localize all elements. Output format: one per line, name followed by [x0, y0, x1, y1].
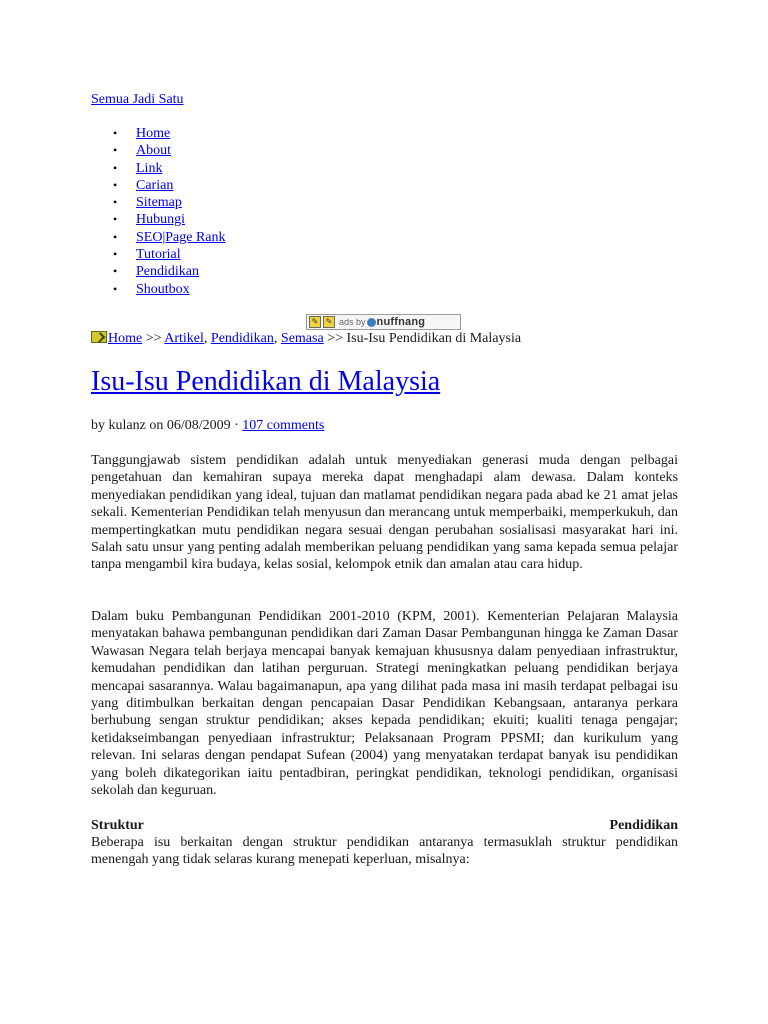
bullet-icon: • — [113, 229, 118, 244]
breadcrumb-comma: , — [273, 331, 281, 346]
nav-item-shoutbox — [91, 281, 226, 298]
bullet-icon: • — [113, 126, 118, 140]
ads-badge[interactable] — [306, 314, 461, 330]
section-heading — [91, 817, 678, 834]
breadcrumb-pendidikan-link[interactable]: Pendidikan — [210, 331, 274, 346]
breadcrumb-separator: >> — [323, 331, 347, 346]
section-heading-right: Pendidikan — [609, 818, 678, 833]
bullet-icon: • — [113, 281, 118, 296]
nav-link-seo-page-rank[interactable]: SEO|Page Rank — [136, 229, 226, 245]
ad-info-icon[interactable]: ✎ — [309, 316, 321, 328]
breadcrumb-semasa-link[interactable]: Semasa — [280, 331, 324, 346]
breadcrumb-comma: , — [203, 331, 211, 346]
nav-link-pendidikan[interactable]: Pendidikan — [136, 264, 199, 280]
ad-info-icon[interactable]: ✎ — [323, 316, 335, 328]
nav-item-link — [91, 160, 226, 177]
byline-text: by kulanz on 06/08/2009 · — [91, 418, 243, 433]
nav-link-link[interactable]: Link — [136, 160, 163, 176]
bullet-icon: • — [113, 195, 118, 210]
nav-item-about — [91, 142, 226, 159]
breadcrumb-home-link[interactable]: Home — [108, 331, 143, 346]
nav-item-seo — [91, 229, 226, 246]
article-paragraph: Beberapa isu berkaitan dengan struktur pendidikan antaranya termasuklah struktur pendidikan menengah yang tidak selaras kurang menepati keperluan, misalnya: — [91, 835, 678, 868]
nav-item-sitemap — [91, 194, 226, 211]
nuffnang-brand: nuffnang — [376, 316, 426, 328]
main-nav — [91, 125, 226, 298]
bullet-icon: • — [113, 143, 118, 158]
nav-link-about[interactable]: About — [136, 143, 171, 159]
breadcrumb-separator: >> — [142, 331, 165, 346]
bullet-icon: • — [113, 247, 118, 262]
nav-item-hubungi — [91, 211, 226, 228]
bullet-icon: • — [113, 160, 118, 175]
nav-item-home — [91, 125, 226, 142]
ads-by-label: ads by — [339, 317, 366, 327]
article-paragraph: Tanggungjawab sistem pendidikan adalah untuk menyediakan generasi muda dengan pelbagai pengetahuan dan kemahiran supaya mereka dapat menghadapi alam dewasa. Dalam konteks menyediakan pendidikan yang ideal, tujuan dan matlamat pendidikan negara pada abad ke 21 amat jelas sekali. Kementerian Pendidikan telah menyusun dan merancang untuk memperbaiki, memperkukuh, dan mempertingkatkan mutu pendidikan negara sesuai dengan perubahan sosialisasi masyarakat hari ini. Salah satu unsur yang penting adalah memberikan peluang pendidikan yang sama kepada semua pelajar tanpa mengambil kira budaya, kelas sosial, kelompok etnik dan amalan atau cara hidup. — [91, 453, 678, 573]
post-title-link[interactable]: Isu-Isu Pendidikan di Malaysia — [91, 366, 441, 397]
nuffnang-logo-icon — [367, 318, 376, 327]
nav-link-tutorial[interactable]: Tutorial — [136, 247, 181, 263]
nav-link-sitemap[interactable]: Sitemap — [136, 195, 182, 211]
section-heading-left: Struktur — [91, 818, 144, 833]
nav-item-tutorial — [91, 246, 226, 263]
post-byline — [91, 417, 324, 435]
nav-link-shoutbox[interactable]: Shoutbox — [136, 281, 190, 297]
breadcrumb — [91, 330, 521, 348]
nav-item-carian — [91, 177, 226, 194]
bullet-icon: • — [113, 212, 118, 227]
nav-link-hubungi[interactable]: Hubungi — [136, 212, 185, 228]
nav-link-home[interactable]: Home — [136, 126, 171, 141]
comments-link[interactable]: 107 comments — [242, 418, 325, 433]
article-paragraph: Dalam buku Pembangunan Pendidikan 2001-2010 (KPM, 2001). Kementerian Pelajaran Malaysia menyatakan bahawa pembangunan pendidikan dari Zaman Dasar Pembangunan hingga ke Zaman Dasar Wawasan Negara telah berjaya mencapai banyak kemajuan khususnya dalam penyediaan infrastruktur, kemudahan pendidikan dan latihan perguruan. Strategi meningkatkan peluang pendidikan berjaya mencapai sasarannya. Walau bagaimanapun, apa yang dilihat pada masa ini masih terdapat pelbagai isu yang ditimbulkan berkaitan dengan pencapaian Dasar Pendidikan Kebangsaan, antaranya perkara berhubung sengan struktur pendidikan; akses kepada pendidikan; ekuiti; kualiti tenaga pengajar; ketidakseimbangan penyediaan infrastruktur; Pelaksanaan Program PPSMI; dan kurikulum yang relevan. Ini selaras dengan pendapat Sufean (2004) yang menyatakan terdapat banyak isu pendidikan yang boleh dikategorikan iaitu pentadbiran, peringkat pendidikan, teknologi pendidikan, organisasi sekolah dan keguruan. — [91, 609, 678, 799]
breadcrumb-artikel-link[interactable]: Artikel — [164, 331, 204, 346]
bullet-icon: • — [113, 264, 118, 279]
bullet-icon: • — [113, 177, 118, 192]
nav-link-carian[interactable]: Carian — [136, 177, 174, 193]
breadcrumb-current: Isu-Isu Pendidikan di Malaysia — [346, 331, 522, 346]
breadcrumb-icon — [91, 331, 107, 343]
site-title-link[interactable]: Semua Jadi Satu — [91, 92, 184, 107]
nav-item-pendidikan — [91, 263, 226, 280]
post-title — [91, 364, 440, 400]
